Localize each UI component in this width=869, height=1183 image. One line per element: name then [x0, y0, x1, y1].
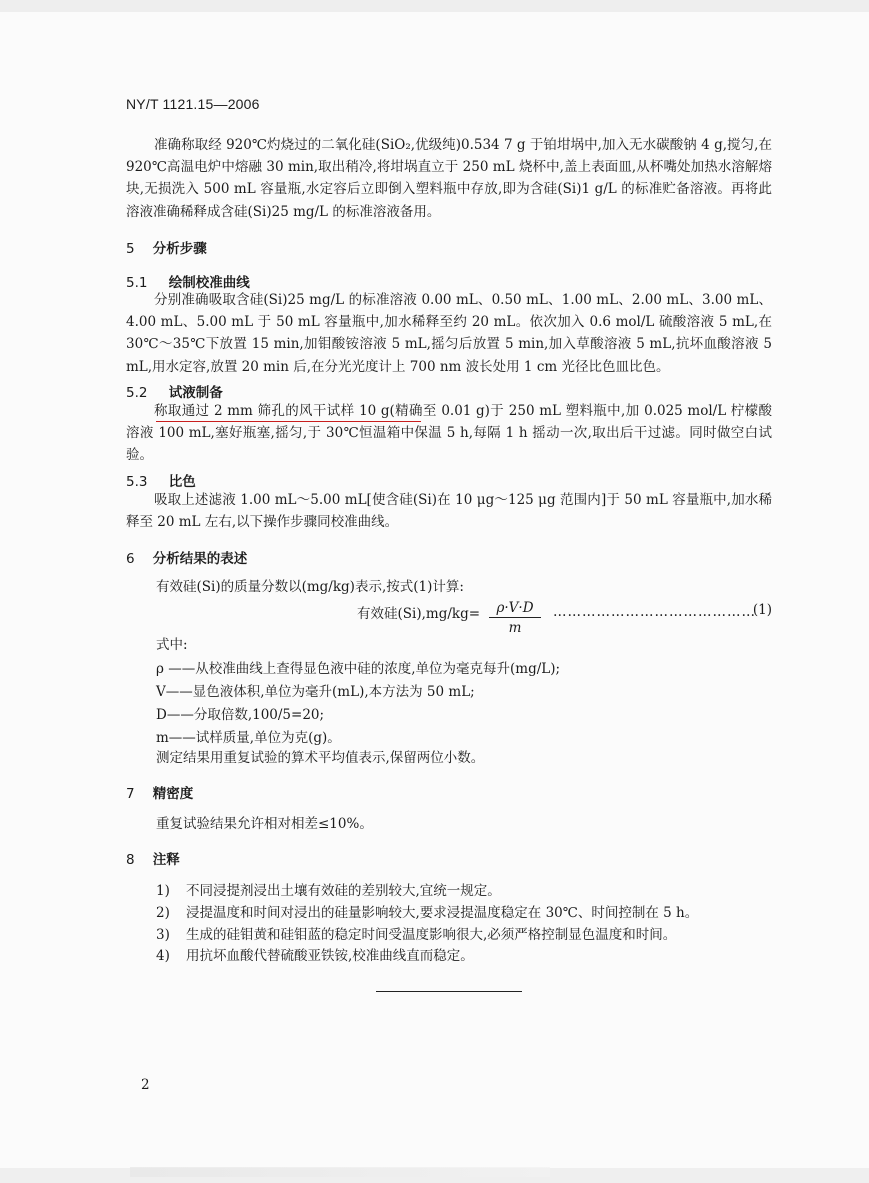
formula-denominator: m — [508, 620, 522, 636]
section-number: 6 — [126, 551, 135, 567]
equation-number: (1) — [752, 602, 772, 618]
formula-leader-dots: …………………………………… — [553, 604, 756, 620]
section-title: 绘制校准曲线 — [168, 275, 250, 291]
note-text: 用抗坏血酸代替硫酸亚铁铵,校准曲线直而稳定。 — [186, 948, 474, 964]
section-6-heading — [126, 547, 247, 567]
section-7-heading — [126, 782, 193, 802]
variable-v: V——显色液体积,单位为毫升(mL),本方法为 50 mL; — [156, 684, 475, 700]
note-item — [156, 901, 698, 921]
variable-m: m——试样质量,单位为克(g)。 — [156, 730, 341, 746]
section-number: 5.2 — [126, 385, 148, 401]
formula-lhs: 有效硅(Si),mg/kg= — [357, 606, 481, 622]
section-title: 注释 — [152, 852, 180, 868]
where-label: 式中: — [156, 637, 188, 653]
intro-paragraph: 准确称取经 920℃灼烧过的二氧化硅(SiO₂,优级纯)0.534 7 g 于铂坩埚中,加入无水碳酸钠 4 g,搅匀,在 920℃高温电炉中熔融 30 min,取出稍冷,将坩埚直立于 250 mL 烧杯中,盖上表面皿,从杯嘴处加热水溶解熔块,无损洗入 500 mL 容量瓶,水定容后立即倒入塑料瓶中存放,即为含硅(Si)1 g/L 的标准贮备溶液。再将此溶液准确稀释成含硅(Si)25 mg/L 的标准溶液备用。 — [126, 137, 772, 220]
section-number: 5.1 — [126, 275, 148, 291]
note-text: 不同浸提剂浸出土壤有效硅的差别较大,宜统一规定。 — [186, 883, 501, 899]
section-7-text: 重复试验结果允许相对相差≤10%。 — [156, 816, 373, 832]
section-5-2-heading — [126, 381, 223, 401]
section-5-heading — [126, 237, 207, 257]
note-text: 浸提温度和时间对浸出的硅量影响较大,要求浸提温度稳定在 30℃、时间控制在 5 h。 — [186, 905, 699, 921]
note-number: 1) — [156, 883, 170, 899]
section-title: 分析步骤 — [152, 241, 207, 257]
section-title: 分析结果的表述 — [152, 551, 248, 567]
section-number: 8 — [126, 852, 135, 868]
equation-1 — [357, 600, 772, 640]
standard-code: NY/T 1121.15—2006 — [126, 96, 260, 112]
variable-rho: ρ ——从校准曲线上查得显色液中硅的浓度,单位为毫克每升(mg/L); — [156, 661, 561, 677]
section-8-heading — [126, 848, 180, 868]
note-number: 3) — [156, 927, 170, 943]
red-underline-mark — [156, 421, 421, 422]
note-number: 4) — [156, 948, 170, 964]
variable-d: D——分取倍数,100/5=20; — [156, 707, 325, 723]
section-5-1-heading — [126, 271, 250, 291]
section-title: 精密度 — [152, 786, 194, 802]
section-number: 5 — [126, 241, 135, 257]
formula-numerator: ρ·V·D — [489, 600, 541, 618]
formula-intro: 有效硅(Si)的质量分数以(mg/kg)表示,按式(1)计算: — [156, 579, 464, 595]
section-title: 比色 — [168, 474, 196, 490]
section-number: 5.3 — [126, 474, 148, 490]
page-number: 2 — [141, 1077, 150, 1093]
note-item — [156, 944, 474, 964]
end-rule — [376, 991, 522, 992]
scan-edge-top — [0, 0, 869, 12]
formula-fraction — [489, 600, 541, 636]
section-number: 7 — [126, 786, 135, 802]
section-5-1-text: 分别准确吸取含硅(Si)25 mg/L 的标准溶液 0.00 mL、0.50 mL、1.00 mL、2.00 mL、3.00 mL、4.00 mL、5.00 mL 于 50 mL 容量瓶中,加水稀释至约 20 mL。依次加入 0.6 mol/L 硫酸溶液 5 mL,在 30℃～35℃下放置 15 min,加钼酸铵溶液 5 mL,摇匀后放置 5 min,加入草酸溶液 5 mL,抗坏血酸溶液 5 mL,用水定容,放置 20 min 后,在分光光度计上 700 nm 波长处用 1 cm 光径比色皿比色。 — [126, 292, 772, 375]
note-item — [156, 879, 501, 899]
bleed-through-shadow — [130, 1167, 550, 1177]
note-text: 生成的硅钼黄和硅钼蓝的稳定时间受温度影响很大,必须严格控制显色温度和时间。 — [186, 927, 677, 943]
section-5-2-text: 称取通过 2 mm 筛孔的风干试样 10 g(精确至 0.01 g)于 250 mL 塑料瓶中,加 0.025 mol/L 柠檬酸溶液 100 mL,塞好瓶塞,摇匀,于 30℃恒温箱中保温 5 h,每隔 1 h 摇动一次,取出后干过滤。同时做空白试验。 — [126, 403, 772, 464]
section-5-3-text: 吸取上述滤液 1.00 mL～5.00 mL[使含硅(Si)在 10 μg～125 μg 范围内]于 50 mL 容量瓶中,加水稀释至 20 mL 左右,以下操作步骤同校准曲线。 — [126, 492, 772, 531]
section-5-3-heading — [126, 470, 196, 490]
note-number: 2) — [156, 905, 170, 921]
note-item — [156, 923, 676, 943]
result-note: 测定结果用重复试验的算术平均值表示,保留两位小数。 — [156, 750, 485, 766]
section-title: 试液制备 — [168, 385, 223, 401]
